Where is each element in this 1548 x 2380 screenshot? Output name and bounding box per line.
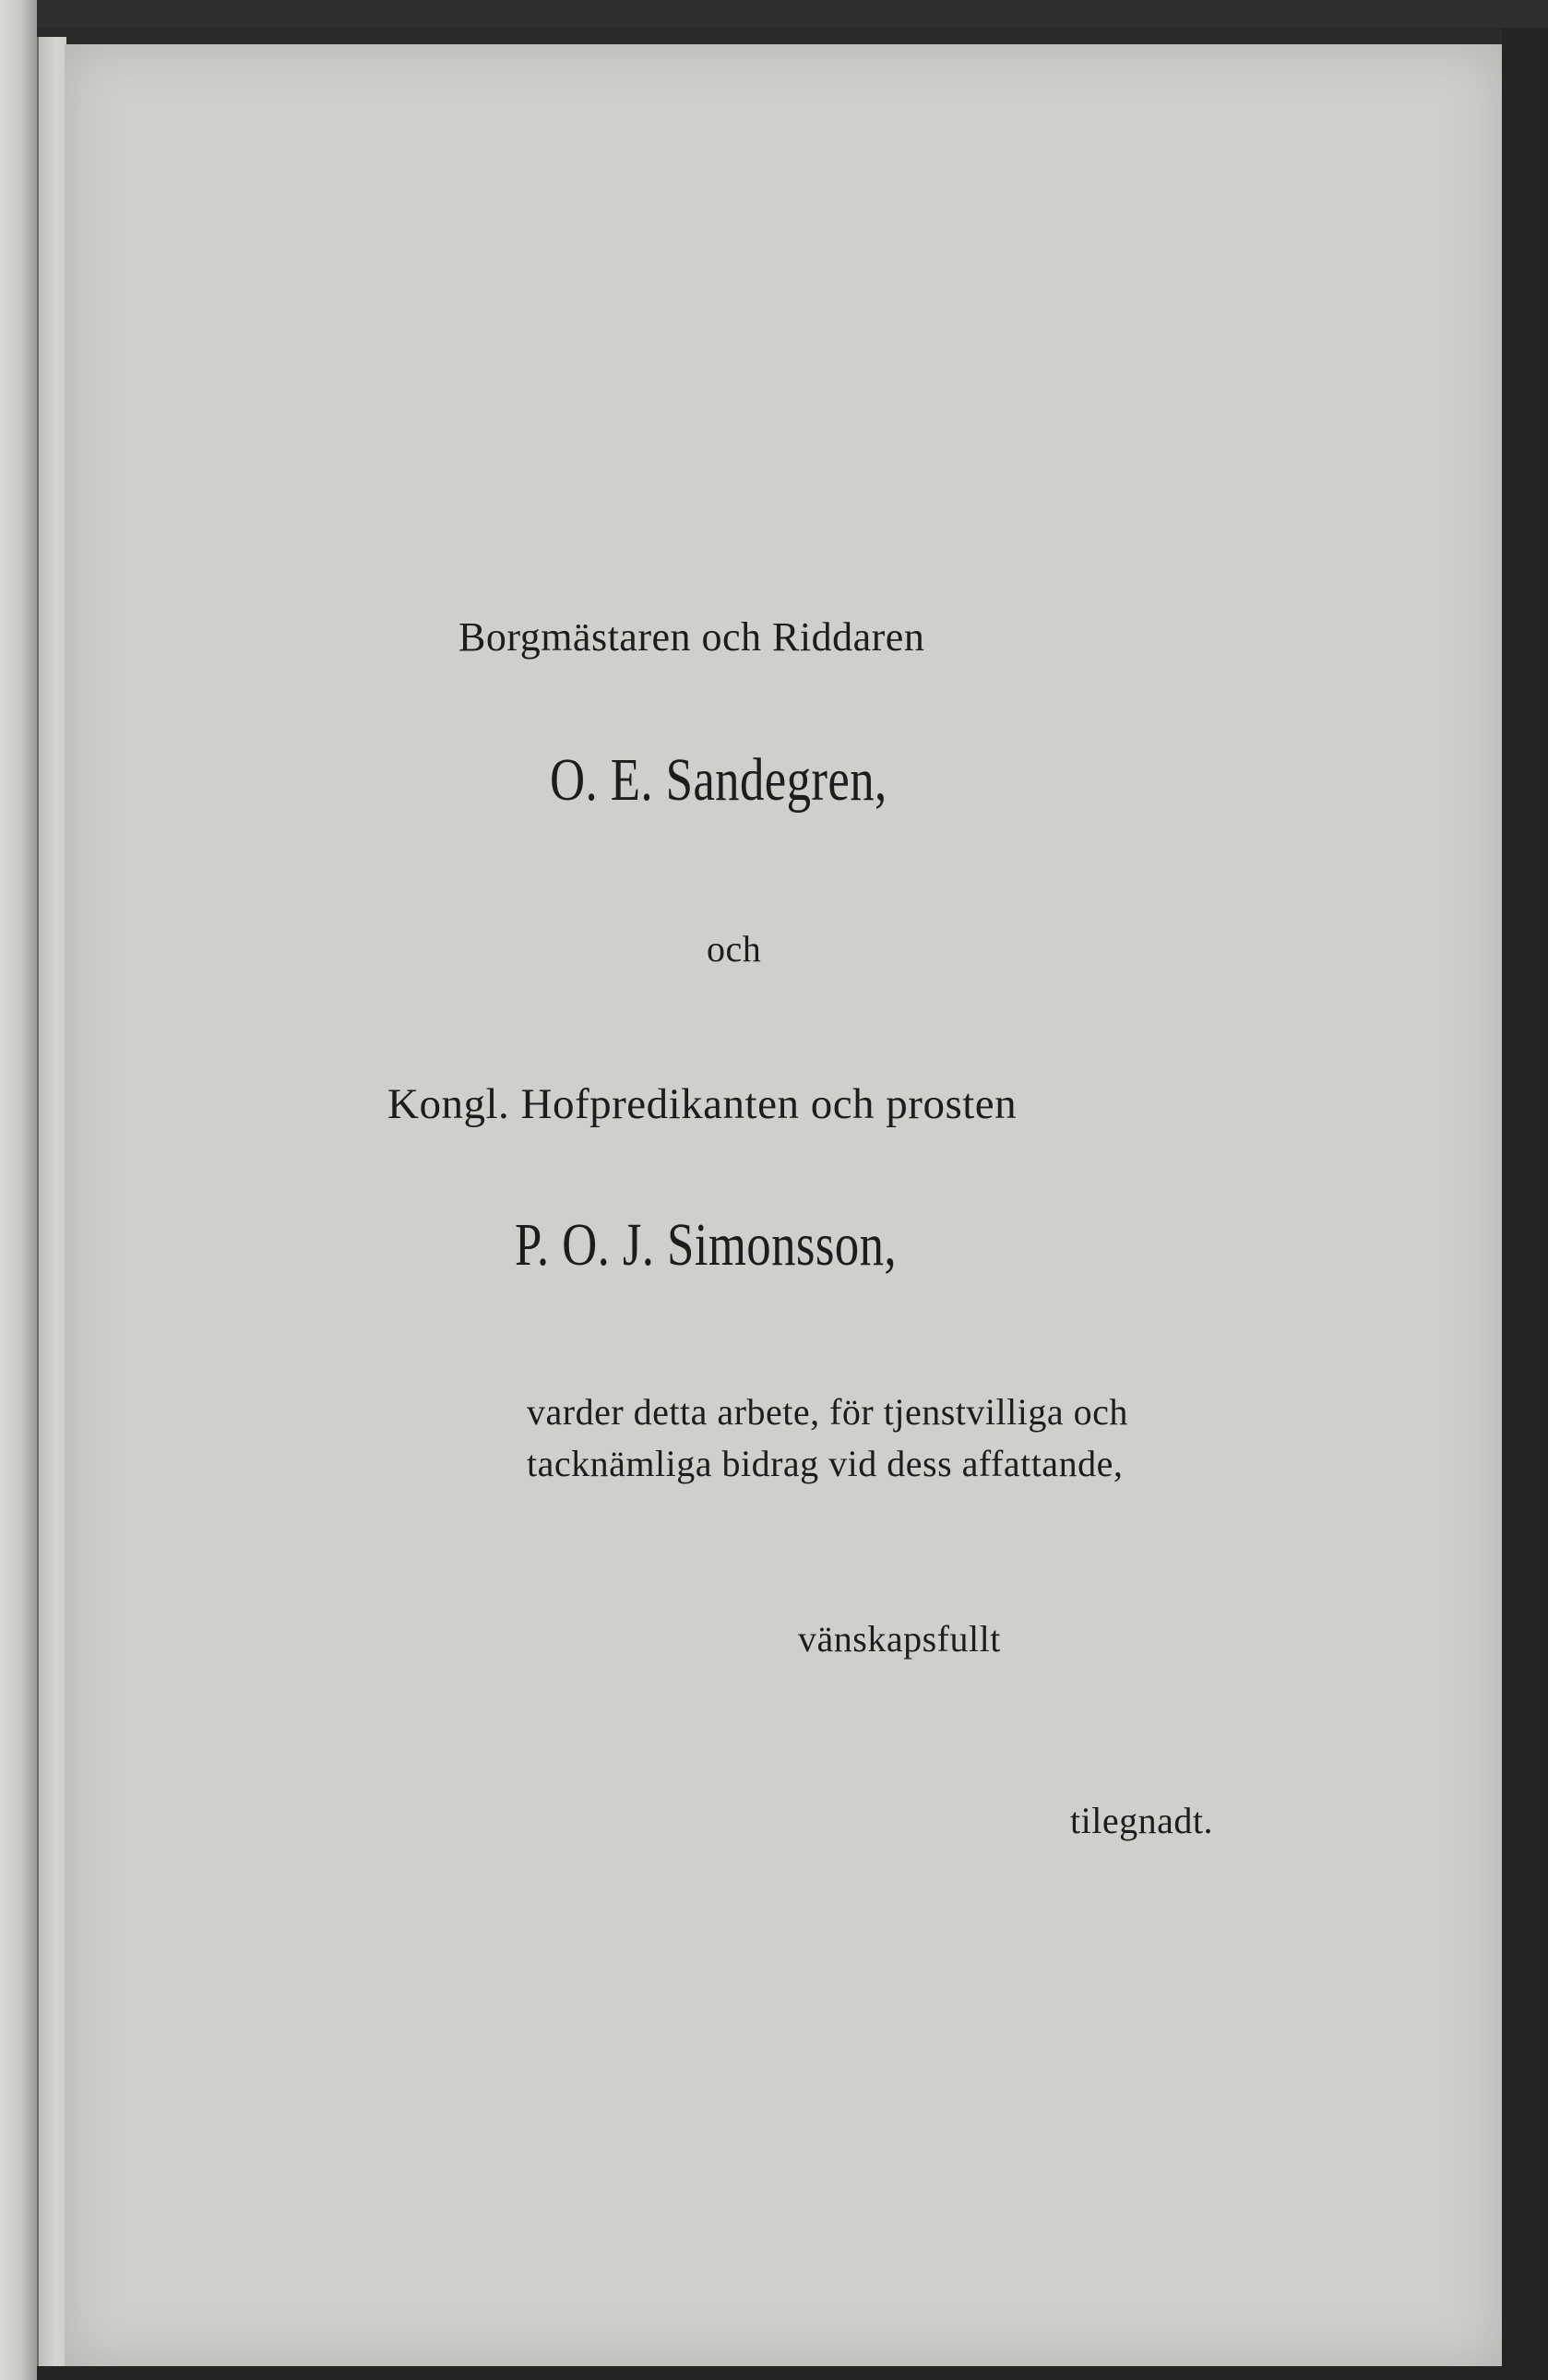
page-gutter — [37, 37, 66, 2366]
honoree-name-1: O. E. Sandegren, — [550, 746, 887, 814]
signature-word: tilegnadt. — [1070, 1800, 1213, 1841]
honoree-name-2: P. O. J. Simonsson, — [515, 1211, 897, 1279]
dedication-body-line-1: varder detta arbete, för tjenstvilliga och — [527, 1391, 1128, 1433]
scan-bottom-border — [37, 2366, 1548, 2380]
title-line: Borgmästaren och Riddaren — [458, 614, 925, 660]
closing-word: vänskapsfullt — [798, 1618, 1001, 1660]
page-paper — [65, 44, 1502, 2366]
scan-top-border — [37, 28, 1548, 44]
title-line-2: Kongl. Hofpredikanten och prosten — [387, 1080, 1018, 1128]
scan-right-border — [1502, 28, 1548, 2380]
conjunction-text: och — [707, 928, 762, 970]
dedication-body-line-2: tacknämliga bidrag vid dess affattande, — [527, 1443, 1124, 1484]
book-binding — [0, 0, 37, 2380]
